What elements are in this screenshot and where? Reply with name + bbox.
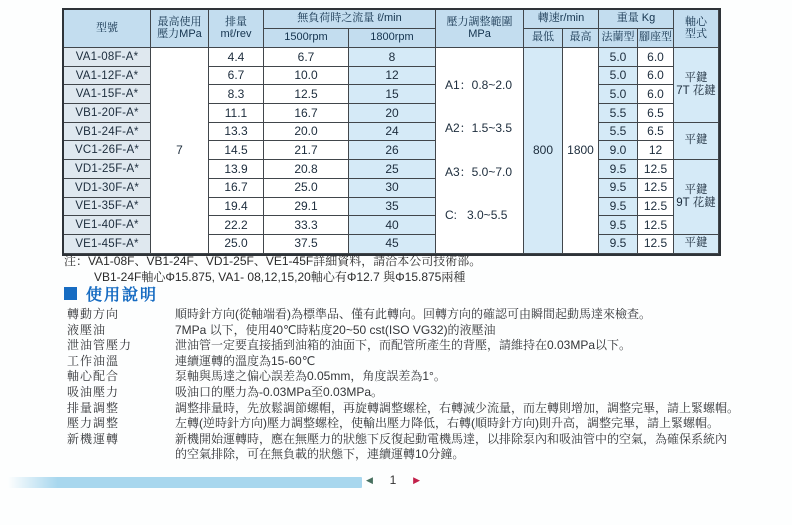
flow-1800-cell: 25	[349, 160, 436, 179]
page-number: 1	[389, 473, 397, 487]
usage-item-text2: 的空氣排除，可在無負載的狀態下，連續運轉10分鐘。	[175, 447, 465, 462]
note-line-2: VB1-24F軸心Φ15.875, VA1- 08,12,15,20軸心有Φ12.7 與Φ15.875兩種	[94, 270, 466, 284]
col-header-pressure-range	[436, 10, 524, 48]
displacement-cell: 4.4	[209, 48, 264, 67]
usage-item-text: 新機開始運轉時，應在無壓力的狀態下反復起動電機馬達，以排除泵內和吸油管中的空氣，為確保系統內	[175, 431, 728, 446]
col-header-no-load-flow: 無負荷時之流量 ℓ/min	[264, 10, 436, 29]
model-cell: VA1-15F-A*	[64, 85, 151, 104]
flow-1500-cell: 20.0	[264, 123, 349, 142]
displacement-cell: 22.2	[209, 216, 264, 235]
table-notes	[64, 253, 481, 285]
usage-title-text: 使用說明	[86, 287, 159, 304]
weight-foot-cell: 12	[638, 141, 674, 160]
col-header-displacement-line1: 排量	[225, 15, 247, 28]
weight-flange-cell: 5.0	[599, 67, 638, 86]
col-header-shaft-type	[674, 10, 719, 48]
col-header-weight: 重量 Kg	[599, 10, 674, 29]
col-header-model: 型號	[64, 10, 151, 48]
usage-item-text: 調整排量時，先放鬆調節螺帽，再旋轉調整螺栓，右轉減少流量，而左轉則增加，調整完畢，請上緊螺帽。	[175, 400, 740, 415]
speed-max-value-cell: 1800	[563, 48, 599, 254]
shaft-type-cell	[674, 235, 719, 254]
max-pressure-value-cell: 7	[151, 48, 209, 254]
col-header-1500rpm: 1500rpm	[264, 29, 349, 48]
usage-item	[67, 385, 779, 401]
speed-min-value-cell: 800	[524, 48, 563, 254]
col-header-pressure-range-line2: MPa	[468, 27, 491, 40]
prev-page-icon[interactable]: ◀	[366, 474, 373, 485]
weight-flange-cell: 9.5	[599, 198, 638, 217]
model-cell: VC1-26F-A*	[64, 141, 151, 160]
flow-1500-cell: 29.1	[264, 198, 349, 217]
weight-flange-cell: 5.0	[599, 48, 638, 67]
usage-item	[67, 401, 779, 417]
weight-foot-cell: 12.5	[638, 235, 674, 254]
weight-flange-cell: 9.5	[599, 160, 638, 179]
model-cell: VA1-12F-A*	[64, 67, 151, 86]
col-header-weight-flange: 法蘭型	[599, 29, 638, 48]
col-header-displacement	[209, 10, 264, 48]
flow-1800-cell: 45	[349, 235, 436, 254]
flow-1500-cell: 33.3	[264, 216, 349, 235]
col-header-max-pressure	[151, 10, 209, 48]
usage-item-text: 7MPa 以下，使用40℃時粘度20~50 cst(ISO VG32)的液壓油	[175, 322, 496, 337]
displacement-cell: 25.0	[209, 235, 264, 254]
shaft-type-cell	[674, 48, 719, 123]
usage-item	[67, 323, 779, 339]
usage-item-text: 順時針方向(從軸端看)為標準品、僅有此轉向。回轉方向的確認可由瞬間起動馬達來檢查。	[175, 307, 651, 321]
pressure-range-label: A2：1.5~3.5	[445, 121, 513, 136]
pressure-range-cell	[436, 48, 524, 254]
displacement-cell: 19.4	[209, 198, 264, 217]
usage-item-text: 泄油管一定要直接插到油箱的油面下，而配管所產生的背壓，請維持在0.03MPa以下。	[175, 338, 632, 353]
flow-1500-cell: 20.8	[264, 160, 349, 179]
weight-flange-cell: 9.5	[599, 235, 638, 254]
weight-flange-cell: 5.0	[599, 85, 638, 104]
weight-flange-cell: 9.5	[599, 216, 638, 235]
model-cell: VD1-30F-A*	[64, 179, 151, 198]
model-cell: VE1-45F-A*	[64, 235, 151, 254]
usage-item-label: 工作油溫	[67, 353, 120, 368]
col-header-max-pressure-line1: 最高使用	[157, 15, 202, 28]
footer-bar	[8, 477, 362, 488]
shaft-type-label: 平鍵	[684, 184, 708, 196]
flow-1800-cell: 8	[349, 48, 436, 67]
section-bullet-icon	[64, 287, 77, 300]
usage-item-label: 新機運轉	[67, 431, 120, 446]
usage-section-title	[64, 282, 158, 305]
col-header-pressure-range-line1: 壓力調整範圍	[446, 15, 513, 28]
usage-item-label: 吸油壓力	[67, 384, 120, 399]
usage-item-label: 液壓油	[67, 322, 107, 337]
pump-spec-table	[62, 8, 721, 256]
col-header-shaft-type-line1: 軸心	[685, 15, 707, 28]
shaft-type-label: 7T 花鍵	[676, 84, 716, 97]
col-header-weight-foot: 腳座型	[638, 29, 674, 48]
shaft-type-cell	[674, 160, 719, 235]
displacement-cell: 6.7	[209, 67, 264, 86]
model-cell: VE1-40F-A*	[64, 216, 151, 235]
usage-item-label: 轉動方向	[67, 307, 120, 321]
weight-foot-cell: 6.5	[638, 123, 674, 142]
col-header-max-pressure-line2: 壓力MPa	[157, 27, 202, 40]
weight-foot-cell: 12.5	[638, 216, 674, 235]
page-navigator	[366, 472, 420, 488]
shaft-type-cell	[674, 123, 719, 160]
flow-1800-cell: 35	[349, 198, 436, 217]
spec-grid	[62, 8, 721, 256]
flow-1500-cell: 37.5	[264, 235, 349, 254]
usage-item	[67, 369, 779, 385]
flow-1800-cell: 24	[349, 123, 436, 142]
shaft-type-label: 平鍵	[684, 237, 708, 250]
weight-foot-cell: 6.0	[638, 85, 674, 104]
weight-flange-cell: 9.0	[599, 141, 638, 160]
displacement-cell: 11.1	[209, 104, 264, 123]
usage-item-text: 左轉(逆時針方向)壓力調整螺栓，使輸出壓力降低，右轉(順時針方向)則升高，調整完畢，請上緊螺帽。	[175, 416, 719, 431]
col-header-speed: 轉速r/min	[524, 10, 599, 29]
weight-flange-cell: 5.5	[599, 123, 638, 142]
pressure-range-label: C: 3.0~5.5	[445, 208, 508, 223]
flow-1500-cell: 12.5	[264, 85, 349, 104]
weight-flange-cell: 5.5	[599, 104, 638, 123]
flow-1500-cell: 6.7	[264, 48, 349, 67]
flow-1500-cell: 10.0	[264, 67, 349, 86]
col-header-speed-max: 最高	[563, 29, 599, 48]
weight-foot-cell: 6.5	[638, 104, 674, 123]
next-page-icon[interactable]: ▶	[413, 474, 420, 485]
weight-foot-cell: 12.5	[638, 160, 674, 179]
model-cell: VE1-35F-A*	[64, 198, 151, 217]
usage-item	[67, 307, 779, 323]
model-cell: VB1-20F-A*	[64, 104, 151, 123]
usage-instruction-list	[67, 307, 779, 463]
weight-foot-cell: 12.5	[638, 198, 674, 217]
usage-item-text: 連續運轉的溫度為15-60℃	[175, 353, 316, 368]
col-header-speed-min: 最低	[524, 29, 563, 48]
pressure-range-label: A1：0.8~2.0	[445, 77, 513, 92]
weight-foot-cell: 6.0	[638, 48, 674, 67]
usage-item	[67, 432, 779, 448]
usage-item-label: 排量調整	[67, 400, 120, 415]
model-cell: VA1-08F-A*	[64, 48, 151, 67]
weight-foot-cell: 6.0	[638, 67, 674, 86]
usage-item-label: 泄油管壓力	[67, 338, 133, 353]
col-header-displacement-line2: mℓ/rev	[220, 27, 252, 40]
flow-1800-cell: 15	[349, 85, 436, 104]
flow-1800-cell: 26	[349, 141, 436, 160]
usage-item	[67, 338, 779, 354]
model-cell: VD1-25F-A*	[64, 160, 151, 179]
col-header-1800rpm: 1800rpm	[349, 29, 436, 48]
flow-1800-cell: 40	[349, 216, 436, 235]
shaft-type-label: 平鍵	[684, 71, 708, 84]
displacement-cell: 16.7	[209, 179, 264, 198]
weight-flange-cell: 9.5	[599, 179, 638, 198]
flow-1800-cell: 20	[349, 104, 436, 123]
flow-1500-cell: 25.0	[264, 179, 349, 198]
usage-item-text: 泵軸與馬達之偏心誤差為0.05mm，角度誤差為1°。	[175, 369, 446, 384]
usage-item-text: 吸油口的壓力為-0.03MPa至0.03MPa。	[175, 384, 384, 399]
col-header-shaft-type-line2: 型式	[685, 27, 707, 40]
note-line-1: 注：VA1-08F、VB1-24F、VD1-25F、VE1-45F詳細資料，請洽本公司技術部。	[64, 254, 482, 268]
flow-1800-cell: 30	[349, 179, 436, 198]
model-cell: VB1-24F-A*	[64, 123, 151, 142]
usage-item-label: 壓力調整	[67, 416, 120, 431]
flow-1800-cell: 12	[349, 67, 436, 86]
usage-item	[67, 354, 779, 370]
usage-item-continuation	[67, 447, 779, 463]
pressure-range-label: A3：5.0~7.0	[445, 164, 513, 179]
shaft-type-label: 9T 花鍵	[676, 197, 716, 209]
weight-foot-cell: 12.5	[638, 179, 674, 198]
displacement-cell: 13.3	[209, 123, 264, 142]
usage-item	[67, 416, 779, 432]
flow-1500-cell: 21.7	[264, 141, 349, 160]
usage-item-label: 軸心配合	[67, 369, 120, 384]
displacement-cell: 8.3	[209, 85, 264, 104]
flow-1500-cell: 16.7	[264, 104, 349, 123]
displacement-cell: 13.9	[209, 160, 264, 179]
shaft-type-label: 平鍵	[684, 134, 708, 147]
displacement-cell: 14.5	[209, 141, 264, 160]
